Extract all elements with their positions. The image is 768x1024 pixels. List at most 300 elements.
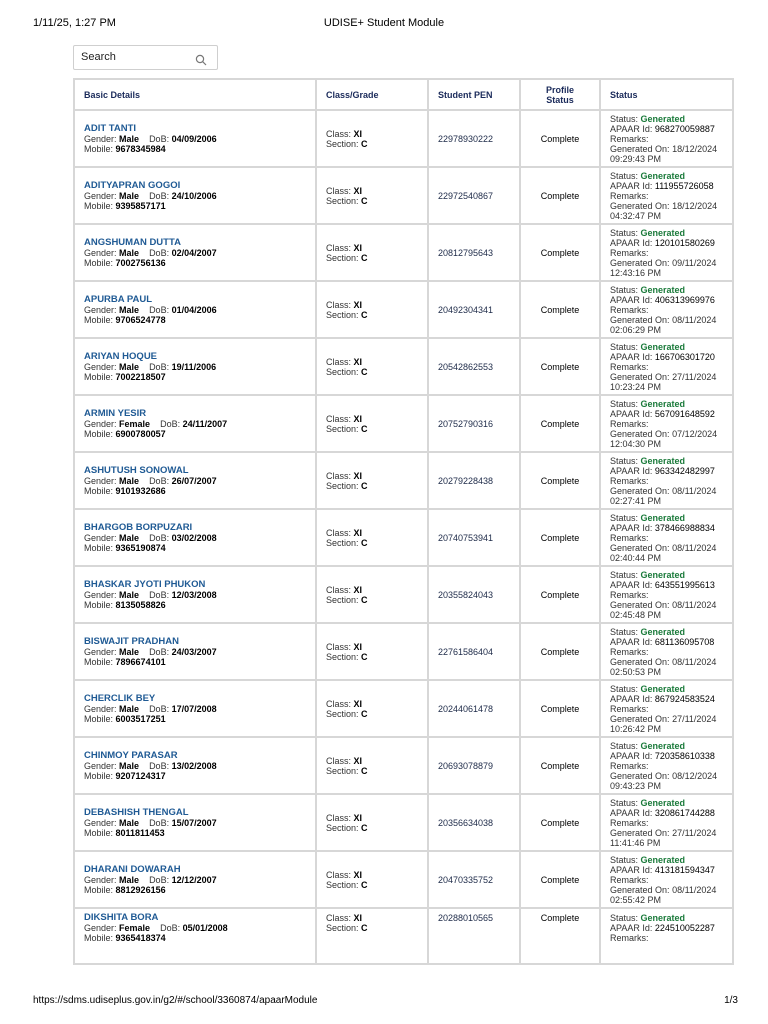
student-pen-cell: 20812795643 <box>428 224 520 281</box>
mobile-value: 7002218507 <box>115 371 166 382</box>
profile-status-cell: Complete <box>520 110 600 167</box>
mobile-label: Mobile: <box>84 314 114 325</box>
section-value: C <box>361 822 368 833</box>
class-grade-cell <box>316 680 428 737</box>
students-table <box>73 78 734 965</box>
student-name-link[interactable]: BHASKAR JYOTI PHUKON <box>84 578 206 590</box>
student-pen-cell: 20279228438 <box>428 452 520 509</box>
remarks-label: Remarks: <box>610 304 649 315</box>
table-row <box>74 338 733 395</box>
profile-status-cell: Complete <box>520 851 600 908</box>
table-row <box>74 851 733 908</box>
table-row <box>74 281 733 338</box>
section-label: Section: <box>326 651 359 662</box>
table-row <box>74 737 733 794</box>
status-badge: Generated <box>640 854 686 865</box>
dob-value: 12/12/2007 <box>171 874 217 885</box>
gender-label: Gender: <box>84 133 117 144</box>
mobile-value: 9678345984 <box>115 143 166 154</box>
class-value: XI <box>353 527 363 538</box>
section-value: C <box>361 537 368 548</box>
dob-value: 12/03/2008 <box>171 589 217 600</box>
class-value: XI <box>353 584 363 595</box>
search-icon[interactable] <box>195 54 207 66</box>
apaar-id: 413181594347 <box>654 864 715 875</box>
status-cell <box>600 395 733 452</box>
search-input[interactable] <box>81 51 191 63</box>
remarks-label: Remarks: <box>610 589 649 600</box>
basic-details-cell <box>74 566 316 623</box>
gender-value: Female <box>119 418 151 429</box>
student-pen-cell: 22978930222 <box>428 110 520 167</box>
table-row <box>74 794 733 851</box>
profile-status-cell: Complete <box>520 794 600 851</box>
class-label: Class: <box>326 755 352 766</box>
student-pen-cell: 20288010565 <box>428 908 520 964</box>
section-label: Section: <box>326 252 359 263</box>
remarks-label: Remarks: <box>610 646 649 657</box>
generated-on-label: Generated On: <box>610 884 670 895</box>
dob-label: DoB: <box>149 817 170 828</box>
mobile-value: 9101932686 <box>115 485 166 496</box>
generated-on-label: Generated On: <box>610 542 670 553</box>
class-label: Class: <box>326 641 352 652</box>
generated-time: 09:43:23 PM <box>610 780 662 791</box>
status-label: Status: <box>610 455 639 466</box>
remarks-label: Remarks: <box>610 532 649 543</box>
apaar-label: APAAR Id: <box>610 180 653 191</box>
page-number: 1/3 <box>724 995 738 1006</box>
class-grade-cell <box>316 110 428 167</box>
mobile-label: Mobile: <box>84 656 114 667</box>
table-header-row <box>74 79 733 110</box>
gender-label: Gender: <box>84 923 117 933</box>
basic-details-cell <box>74 110 316 167</box>
student-name-link[interactable]: ASHUTUSH SONOWAL <box>84 464 189 476</box>
class-label: Class: <box>326 413 352 424</box>
apaar-label: APAAR Id: <box>610 237 653 248</box>
section-value: C <box>361 138 368 149</box>
mobile-value: 9395857171 <box>115 200 166 211</box>
class-grade-cell <box>316 908 428 964</box>
status-label: Status: <box>610 227 639 238</box>
student-name-link[interactable]: BHARGOB BORPUZARI <box>84 521 193 533</box>
profile-status-cell: Complete <box>520 224 600 281</box>
basic-details-cell <box>74 851 316 908</box>
status-cell <box>600 452 733 509</box>
basic-details-cell <box>74 794 316 851</box>
table-row <box>74 509 733 566</box>
gender-label: Gender: <box>84 589 117 600</box>
gender-label: Gender: <box>84 190 117 201</box>
student-pen-cell: 20356634038 <box>428 794 520 851</box>
table-row <box>74 680 733 737</box>
status-cell <box>600 509 733 566</box>
remarks-label: Remarks: <box>610 703 649 714</box>
status-badge: Generated <box>640 398 686 409</box>
apaar-id: 963342482997 <box>654 465 715 476</box>
class-value: XI <box>353 869 363 880</box>
apaar-id: 567091648592 <box>654 408 715 419</box>
basic-details-cell <box>74 395 316 452</box>
student-name-link[interactable]: ADITYAPRAN GOGOI <box>84 179 181 191</box>
section-value: C <box>361 651 368 662</box>
section-value: C <box>361 252 368 263</box>
class-label: Class: <box>326 299 352 310</box>
status-badge: Generated <box>640 683 686 694</box>
status-cell <box>600 794 733 851</box>
student-pen-cell: 20244061478 <box>428 680 520 737</box>
dob-label: DoB: <box>149 589 170 600</box>
apaar-id: 643551995613 <box>654 579 715 590</box>
generated-on-label: Generated On: <box>610 770 670 781</box>
status-cell <box>600 167 733 224</box>
generated-on-label: Generated On: <box>610 257 670 268</box>
status-cell <box>600 224 733 281</box>
class-grade-cell <box>316 737 428 794</box>
student-name-link[interactable]: DHARANI DOWARAH <box>84 863 181 875</box>
header-basic-details: Basic Details <box>74 79 316 110</box>
status-badge: Generated <box>640 284 686 295</box>
apaar-label: APAAR Id: <box>610 807 653 818</box>
status-cell <box>600 737 733 794</box>
print-footer <box>33 995 738 1009</box>
dob-value: 19/11/2006 <box>171 361 217 372</box>
search-box[interactable] <box>73 45 218 70</box>
class-grade-cell <box>316 395 428 452</box>
status-badge: Generated <box>640 913 686 923</box>
apaar-id: 720358610338 <box>654 750 715 761</box>
basic-details-cell <box>74 680 316 737</box>
section-value: C <box>361 423 368 434</box>
basic-details-cell <box>74 623 316 680</box>
generated-time: 02:45:48 PM <box>610 609 662 620</box>
generated-date: 08/11/2024 <box>672 599 717 610</box>
generated-on-label: Generated On: <box>610 599 670 610</box>
basic-details-cell <box>74 338 316 395</box>
profile-status-cell: Complete <box>520 680 600 737</box>
generated-time: 09:29:43 PM <box>610 153 662 164</box>
table-row <box>74 167 733 224</box>
mobile-value: 8812926156 <box>115 884 166 895</box>
profile-status-cell: Complete <box>520 908 600 964</box>
apaar-id: 224510052287 <box>654 923 715 933</box>
remarks-label: Remarks: <box>610 760 649 771</box>
student-name-link[interactable]: DEBASHISH THENGAL <box>84 806 189 818</box>
status-cell <box>600 566 733 623</box>
print-datetime: 1/11/25, 1:27 PM <box>33 17 116 29</box>
remarks-label: Remarks: <box>610 874 649 885</box>
status-badge: Generated <box>640 341 686 352</box>
mobile-label: Mobile: <box>84 827 114 838</box>
class-value: XI <box>353 755 363 766</box>
remarks-label: Remarks: <box>610 418 649 429</box>
dob-value: 24/10/2006 <box>171 190 217 201</box>
section-value: C <box>361 594 368 605</box>
print-title: UDISE+ Student Module <box>323 17 445 29</box>
apaar-id: 120101580269 <box>654 237 715 248</box>
generated-date: 07/12/2024 <box>672 428 718 439</box>
table-row <box>74 908 733 964</box>
profile-status-cell: Complete <box>520 338 600 395</box>
status-label: Status: <box>610 740 639 751</box>
generated-on-label: Generated On: <box>610 428 670 439</box>
mobile-label: Mobile: <box>84 257 114 268</box>
generated-date: 08/11/2024 <box>672 314 717 325</box>
section-label: Section: <box>326 138 359 149</box>
student-name-link[interactable]: APURBA PAUL <box>84 293 153 305</box>
dob-label: DoB: <box>149 304 170 315</box>
dob-label: DoB: <box>149 190 170 201</box>
student-pen-cell: 22972540867 <box>428 167 520 224</box>
basic-details-cell <box>74 452 316 509</box>
gender-label: Gender: <box>84 703 117 714</box>
student-name-link[interactable]: ANGSHUMAN DUTTA <box>84 236 181 248</box>
class-label: Class: <box>326 812 352 823</box>
mobile-label: Mobile: <box>84 713 114 724</box>
apaar-id: 111955726058 <box>654 180 714 191</box>
apaar-label: APAAR Id: <box>610 579 653 590</box>
class-value: XI <box>353 812 363 823</box>
class-label: Class: <box>326 698 352 709</box>
mobile-label: Mobile: <box>84 770 114 781</box>
status-label: Status: <box>610 683 639 694</box>
generated-time: 10:26:42 PM <box>610 723 662 734</box>
class-label: Class: <box>326 185 352 196</box>
basic-details-cell <box>74 509 316 566</box>
section-value: C <box>361 195 368 206</box>
student-name-link[interactable]: ARMIN YESIR <box>84 407 147 419</box>
dob-label: DoB: <box>149 646 170 657</box>
apaar-label: APAAR Id: <box>610 923 653 933</box>
gender-value: Male <box>119 760 140 771</box>
section-value: C <box>361 366 368 377</box>
class-grade-cell <box>316 623 428 680</box>
apaar-label: APAAR Id: <box>610 750 653 761</box>
generated-time: 02:40:44 PM <box>610 552 662 563</box>
status-label: Status: <box>610 569 639 580</box>
apaar-id: 968270059887 <box>654 123 715 134</box>
section-label: Section: <box>326 822 359 833</box>
apaar-id: 320861744288 <box>654 807 715 818</box>
profile-status-cell: Complete <box>520 566 600 623</box>
class-grade-cell <box>316 851 428 908</box>
remarks-label: Remarks: <box>610 133 649 144</box>
section-value: C <box>361 879 368 890</box>
profile-status-cell: Complete <box>520 281 600 338</box>
status-cell <box>600 908 733 964</box>
gender-label: Gender: <box>84 760 117 771</box>
apaar-label: APAAR Id: <box>610 636 653 647</box>
apaar-label: APAAR Id: <box>610 408 653 419</box>
section-label: Section: <box>326 195 359 206</box>
class-value: XI <box>353 356 363 367</box>
profile-status-cell: Complete <box>520 452 600 509</box>
dob-value: 04/09/2006 <box>171 133 217 144</box>
class-value: XI <box>353 698 363 709</box>
mobile-value: 7896674101 <box>115 656 166 667</box>
generated-time: 02:55:42 PM <box>610 894 662 905</box>
class-value: XI <box>353 128 363 139</box>
apaar-label: APAAR Id: <box>610 465 653 476</box>
status-label: Status: <box>610 284 639 295</box>
table-row <box>74 623 733 680</box>
section-label: Section: <box>326 366 359 377</box>
class-label: Class: <box>326 470 352 481</box>
generated-on-label: Generated On: <box>610 314 670 325</box>
gender-value: Male <box>119 475 140 486</box>
status-label: Status: <box>610 113 639 124</box>
generated-date: 08/11/2024 <box>672 542 717 553</box>
dob-label: DoB: <box>149 361 170 372</box>
mobile-label: Mobile: <box>84 143 114 154</box>
status-label: Status: <box>610 626 639 637</box>
student-name-link[interactable]: ARIYAN HOQUE <box>84 350 158 362</box>
mobile-label: Mobile: <box>84 371 114 382</box>
section-value: C <box>361 708 368 719</box>
header-status: Status <box>600 79 733 110</box>
profile-status-cell: Complete <box>520 167 600 224</box>
class-label: Class: <box>326 584 352 595</box>
status-badge: Generated <box>640 227 686 238</box>
generated-time: 10:23:24 PM <box>610 381 662 392</box>
student-name-link[interactable]: DIKSHITA BORA <box>84 912 159 923</box>
remarks-label: Remarks: <box>610 247 649 258</box>
apaar-label: APAAR Id: <box>610 864 653 875</box>
dob-value: 03/02/2008 <box>171 532 217 543</box>
student-name-link[interactable]: ADIT TANTI <box>84 122 137 134</box>
table-row <box>74 566 733 623</box>
mobile-value: 6900780057 <box>115 428 166 439</box>
section-label: Section: <box>326 765 359 776</box>
basic-details-cell <box>74 281 316 338</box>
basic-details-cell <box>74 167 316 224</box>
class-grade-cell <box>316 281 428 338</box>
status-cell <box>600 110 733 167</box>
dob-value: 26/07/2007 <box>171 475 217 486</box>
class-value: XI <box>353 470 363 481</box>
gender-value: Male <box>119 532 140 543</box>
gender-label: Gender: <box>84 646 117 657</box>
apaar-label: APAAR Id: <box>610 351 653 362</box>
status-label: Status: <box>610 854 639 865</box>
status-badge: Generated <box>640 797 686 808</box>
mobile-value: 9365418374 <box>115 933 166 943</box>
status-badge: Generated <box>640 740 686 751</box>
generated-time: 11:41:46 PM <box>610 837 661 848</box>
student-pen-cell: 20740753941 <box>428 509 520 566</box>
apaar-id: 867924583524 <box>654 693 715 704</box>
class-grade-cell <box>316 224 428 281</box>
generated-time: 02:27:41 PM <box>610 495 662 506</box>
section-label: Section: <box>326 537 359 548</box>
dob-value: 13/02/2008 <box>171 760 217 771</box>
generated-on-label: Generated On: <box>610 656 670 667</box>
gender-value: Male <box>119 817 140 828</box>
generated-date: 27/11/2024 <box>672 371 717 382</box>
status-cell <box>600 623 733 680</box>
student-name-link[interactable]: CHINMOY PARASAR <box>84 749 178 761</box>
basic-details-cell <box>74 224 316 281</box>
student-name-link[interactable]: BISWAJIT PRADHAN <box>84 635 180 647</box>
section-label: Section: <box>326 309 359 320</box>
apaar-id: 681136095708 <box>654 636 715 647</box>
apaar-label: APAAR Id: <box>610 522 653 533</box>
gender-label: Gender: <box>84 874 117 885</box>
table-row <box>74 395 733 452</box>
gender-label: Gender: <box>84 475 117 486</box>
class-value: XI <box>353 185 363 196</box>
class-grade-cell <box>316 566 428 623</box>
mobile-label: Mobile: <box>84 542 114 553</box>
dob-value: 05/01/2008 <box>182 923 228 933</box>
student-pen-cell: 20542862553 <box>428 338 520 395</box>
gender-value: Male <box>119 589 140 600</box>
basic-details-cell <box>74 737 316 794</box>
class-grade-cell <box>316 794 428 851</box>
gender-label: Gender: <box>84 532 117 543</box>
remarks-label: Remarks: <box>610 475 649 486</box>
status-badge: Generated <box>640 512 686 523</box>
status-badge: Generated <box>640 626 686 637</box>
gender-value: Male <box>119 247 140 258</box>
table-row <box>74 224 733 281</box>
dob-label: DoB: <box>149 532 170 543</box>
header-profile-status: Profile Status <box>520 79 600 110</box>
print-header <box>33 17 735 31</box>
dob-value: 24/11/2007 <box>182 418 228 429</box>
student-name-link[interactable]: CHERCLIK BEY <box>84 692 156 704</box>
section-label: Section: <box>326 480 359 491</box>
table-row <box>74 452 733 509</box>
apaar-label: APAAR Id: <box>610 294 653 305</box>
generated-on-label: Generated On: <box>610 713 670 724</box>
dob-value: 01/04/2006 <box>171 304 217 315</box>
status-cell <box>600 851 733 908</box>
class-value: XI <box>353 913 363 923</box>
status-cell <box>600 680 733 737</box>
generated-on-label: Generated On: <box>610 827 670 838</box>
mobile-label: Mobile: <box>84 200 114 211</box>
generated-date: 18/12/2024 <box>672 143 718 154</box>
dob-label: DoB: <box>149 874 170 885</box>
profile-status-cell: Complete <box>520 623 600 680</box>
section-label: Section: <box>326 708 359 719</box>
dob-label: DoB: <box>149 703 170 714</box>
student-pen-cell: 22761586404 <box>428 623 520 680</box>
mobile-value: 8135058826 <box>115 599 166 610</box>
mobile-label: Mobile: <box>84 428 114 439</box>
gender-label: Gender: <box>84 817 117 828</box>
generated-date: 08/11/2024 <box>672 884 717 895</box>
status-label: Status: <box>610 797 639 808</box>
mobile-value: 9706524778 <box>115 314 166 325</box>
gender-label: Gender: <box>84 304 117 315</box>
gender-value: Female <box>119 923 151 933</box>
gender-value: Male <box>119 874 140 885</box>
status-badge: Generated <box>640 170 686 181</box>
class-label: Class: <box>326 913 352 923</box>
class-label: Class: <box>326 242 352 253</box>
generated-on-label: Generated On: <box>610 143 670 154</box>
generated-date: 09/11/2024 <box>672 257 717 268</box>
gender-label: Gender: <box>84 247 117 258</box>
mobile-value: 9365190874 <box>115 542 166 553</box>
dob-value: 02/04/2007 <box>171 247 217 258</box>
status-label: Status: <box>610 512 639 523</box>
generated-time: 12:04:30 PM <box>610 438 662 449</box>
status-badge: Generated <box>640 569 686 580</box>
